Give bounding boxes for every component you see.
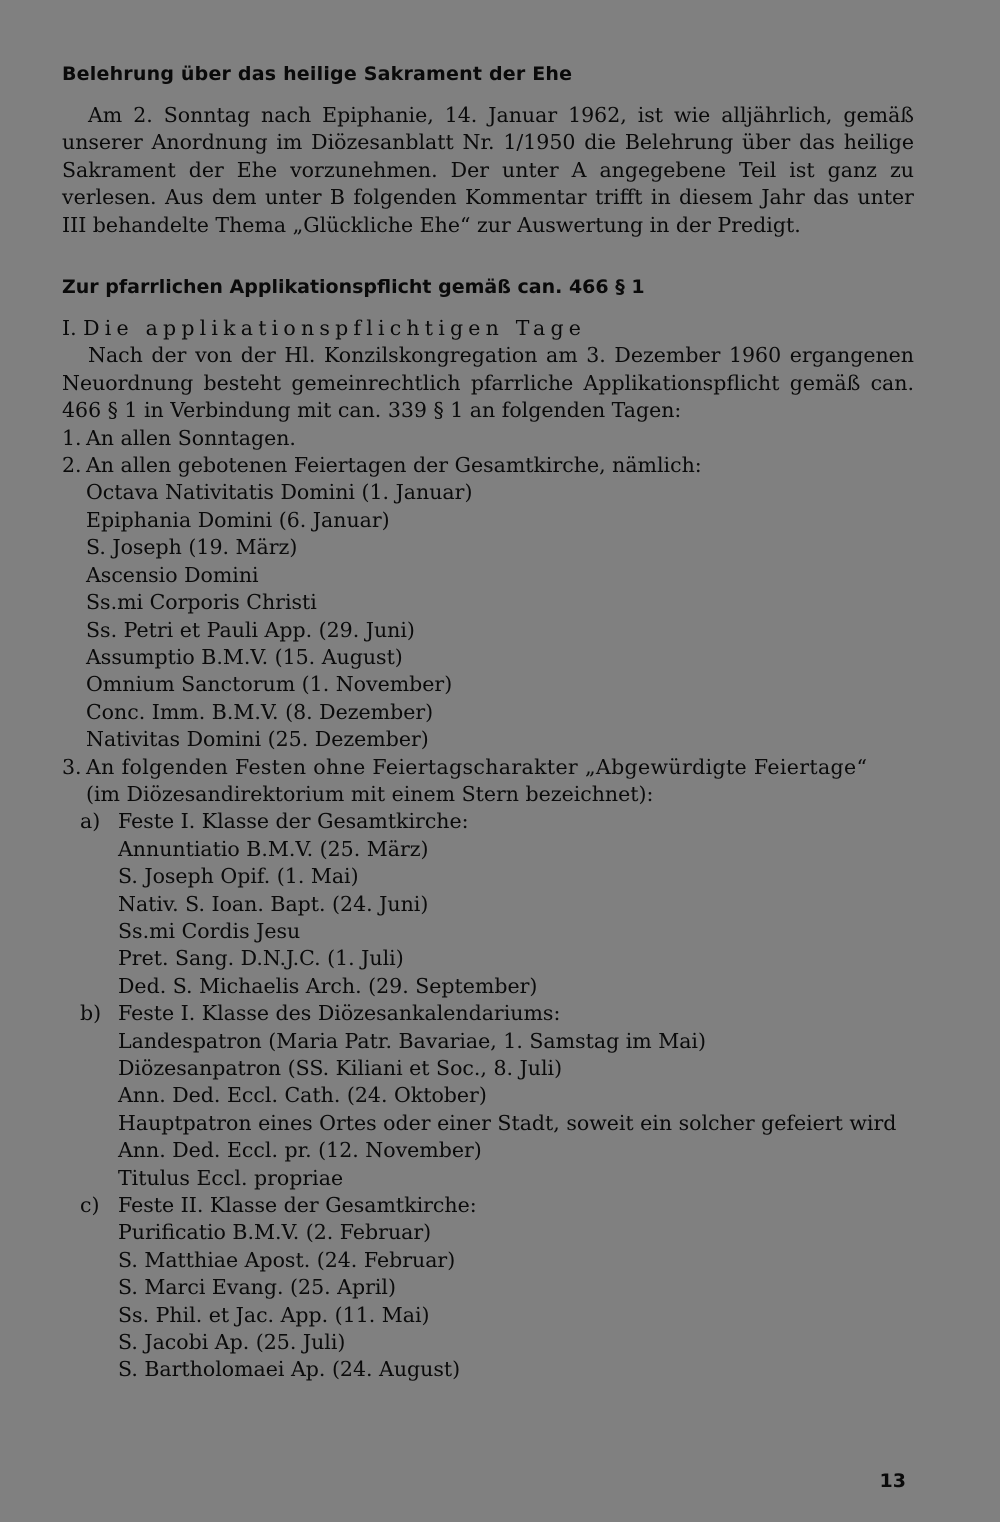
paragraph-marriage-instruction-text: Am 2. Sonntag nach Epiphanie, 14. Januar 1962, ist wie alljährlich, gemäß unserer Anordnung im Diözesanblatt Nr. 1/1950 die Belehrung über das heilige Sakrament der Ehe vorzunehmen. Der unter A angegebene Teil ist ganz zu verlesen. Aus dem unter B folgenden Kommentar trifft in diesem Jahr das unter III behandelte Thema „Glückliche Ehe“ zur Auswertung in der Predigt. [62, 103, 914, 237]
feast-line: Landespatron (Maria Patr. Bavariae, 1. Samstag im Mai) [118, 1028, 706, 1053]
list-text: (im Diözesandirektorium mit einem Stern bezeichnet): [86, 781, 654, 806]
feast-line: Hauptpatron eines Ortes oder einer Stadt, soweit ein solcher gefeiert wird [118, 1110, 897, 1135]
feast-line: S. Marci Evang. (25. April) [118, 1275, 396, 1300]
feast-line: S. Jacobi Ap. (25. Juli) [118, 1330, 346, 1355]
feast-line: S. Joseph (19. März) [86, 535, 298, 560]
paragraph-new-regulation [62, 342, 914, 424]
sublist-header-c [62, 1192, 914, 1219]
feast-line: S. Joseph Opif. (1. Mai) [118, 864, 359, 889]
sublist-title: Feste I. Klasse des Diözesankalendariums: [118, 1001, 561, 1026]
feast-line: Purificatio B.M.V. (2. Februar) [118, 1220, 432, 1245]
sublist-label: c) [80, 1193, 100, 1218]
list-text: An allen gebotenen Feiertagen der Gesamtkirche, nämlich: [86, 453, 702, 478]
list-number: 1. [62, 425, 82, 450]
feast-line: Ss. Petri et Pauli App. (29. Juni) [86, 617, 415, 642]
feast-line: Pret. Sang. D.N.J.C. (1. Juli) [118, 946, 404, 971]
list-item [62, 452, 914, 479]
sublist-title: Feste II. Klasse der Gesamtkirche: [118, 1193, 477, 1218]
section-title [62, 315, 914, 342]
section-title-text: Die applikationspflichtigen Tage [83, 316, 587, 341]
feast-line: S. Bartholomaei Ap. (24. August) [118, 1357, 461, 1382]
document-page [62, 60, 914, 1384]
feast-line: Ann. Ded. Eccl. Cath. (24. Oktober) [118, 1083, 487, 1108]
feast-line: Titulus Eccl. propriae [118, 1165, 344, 1190]
sublist-b-items [62, 1028, 914, 1192]
feast-line: S. Matthiae Apost. (24. Februar) [118, 1247, 456, 1272]
heading-application-duty: Zur pfarrlichen Applikationspflicht gemäß can. 466 § 1 [62, 276, 645, 299]
section-number: I. [62, 316, 77, 341]
list-number: 2. [62, 453, 82, 478]
feast-line: Ss.mi Cordis Jesu [118, 918, 301, 943]
sublist-a-items [62, 836, 914, 1000]
paragraph-marriage-instruction [62, 102, 914, 239]
sublist-label: a) [80, 809, 101, 834]
sublist-title: Feste I. Klasse der Gesamtkirche: [118, 809, 469, 834]
list-text-block [86, 754, 867, 809]
paragraph-new-regulation-text: Nach der von der Hl. Konzilskongregation am 3. Dezember 1960 ergangenen Neuordnung besteht gemeinrechtlich pfarrliche Applikationspflicht gemäß can. 466 § 1 in Verbindung mit can. 339 § 1 an folgenden Tagen: [62, 343, 914, 423]
list-item [62, 754, 914, 809]
sublist-c-items [62, 1219, 914, 1383]
heading-marriage-instruction: Belehrung über das heilige Sakrament der Ehe [62, 63, 573, 85]
feast-line: Ss.mi Corporis Christi [86, 590, 317, 615]
list-number: 3. [62, 754, 82, 779]
list-text: An folgenden Festen ohne Feiertagscharakter „Abgewürdigte Feiertage“ [86, 754, 868, 779]
sublist-header-b [62, 1000, 914, 1027]
feast-line: Annuntiatio B.M.V. (25. März) [118, 836, 429, 861]
feast-line: Ss. Phil. et Jac. App. (11. Mai) [118, 1302, 430, 1327]
feast-line: Omnium Sanctorum (1. November) [86, 672, 453, 697]
feast-line: Ann. Ded. Eccl. pr. (12. November) [118, 1138, 482, 1163]
sublist-header-a [62, 808, 914, 835]
sublist-label: b) [80, 1001, 102, 1026]
list-text: An allen Sonntagen. [86, 425, 296, 450]
feast-line: Ded. S. Michaelis Arch. (29. September) [118, 973, 538, 998]
feast-line: Nativitas Domini (25. Dezember) [86, 727, 429, 752]
feast-line: Epiphania Domini (6. Januar) [86, 507, 390, 532]
list-item [62, 425, 914, 452]
feast-line: Octava Nativitatis Domini (1. Januar) [86, 480, 473, 505]
feast-line: Ascensio Domini [86, 562, 259, 587]
feast-line: Conc. Imm. B.M.V. (8. Dezember) [86, 699, 434, 724]
general-feasts-list [62, 479, 914, 753]
page-number: 13 [879, 1470, 906, 1492]
feast-line: Assumptio B.M.V. (15. August) [86, 644, 403, 669]
feast-line: Diözesanpatron (SS. Kiliani et Soc., 8. Juli) [118, 1056, 563, 1080]
feast-line: Nativ. S. Ioan. Bapt. (24. Juni) [118, 891, 429, 916]
